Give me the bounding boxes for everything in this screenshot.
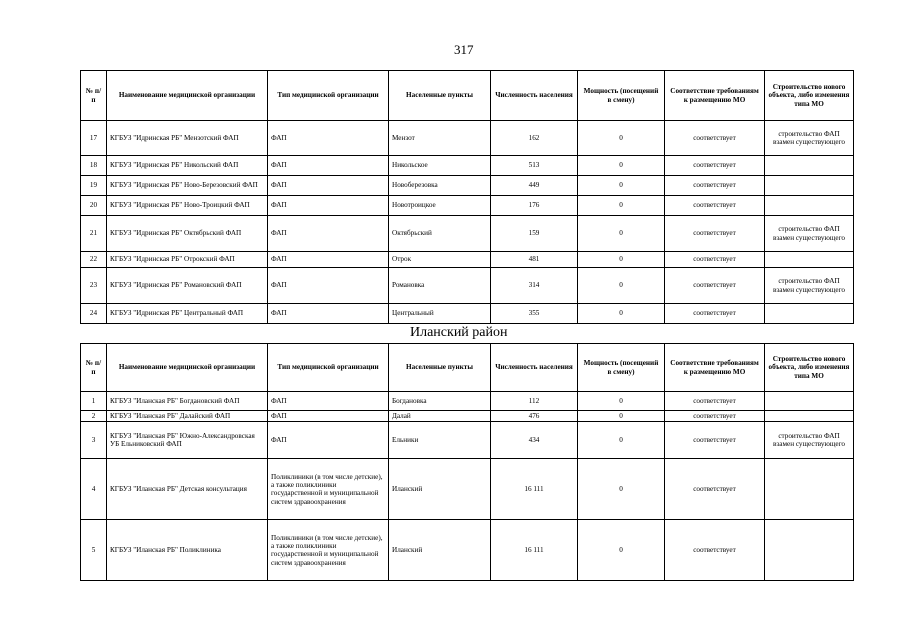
table-row xyxy=(81,268,854,304)
cell-org-name: КГБУЗ "Идринская РБ" Октябрьский ФАП xyxy=(107,216,268,252)
cell-org-type: ФАП xyxy=(268,121,389,156)
cell-construction xyxy=(765,252,854,268)
cell-compliance: соответствует xyxy=(665,459,765,520)
section-title: Иланский район xyxy=(410,325,508,340)
cell-capacity: 0 xyxy=(578,304,665,324)
cell-settlements: Новоберезовка xyxy=(389,176,491,196)
header-population: Численность населения xyxy=(491,344,578,392)
cell-compliance: соответствует xyxy=(665,392,765,411)
cell-compliance: соответствует xyxy=(665,422,765,459)
cell-org-type: ФАП xyxy=(268,422,389,459)
cell-settlements: Центральный xyxy=(389,304,491,324)
table-row xyxy=(81,252,854,268)
cell-row-number: 20 xyxy=(81,196,107,216)
table-row xyxy=(81,216,854,252)
cell-row-number: 21 xyxy=(81,216,107,252)
cell-org-name: КГБУЗ "Иланская РБ" Поликлиника xyxy=(107,520,268,581)
cell-row-number: 2 xyxy=(81,411,107,422)
cell-capacity: 0 xyxy=(578,422,665,459)
cell-org-name: КГБУЗ "Идринская РБ" Отрокский ФАП xyxy=(107,252,268,268)
cell-row-number: 18 xyxy=(81,156,107,176)
table-header-row xyxy=(81,344,854,392)
header-construction: Строительство нового объекта, либо изменения типа МО xyxy=(765,344,854,392)
cell-population: 355 xyxy=(491,304,578,324)
cell-org-name: КГБУЗ "Иланская РБ" Детская консультация xyxy=(107,459,268,520)
header-compliance: Соответствие требованиям к размещению МО xyxy=(665,71,765,121)
header-population: Численность населения xyxy=(491,71,578,121)
cell-settlements: Никольское xyxy=(389,156,491,176)
cell-construction xyxy=(765,520,854,581)
cell-settlements: Октябрьский xyxy=(389,216,491,252)
table-row xyxy=(81,520,854,581)
cell-population: 481 xyxy=(491,252,578,268)
cell-org-name: КГБУЗ "Идринская РБ" Романовский ФАП xyxy=(107,268,268,304)
header-settlements: Населенные пункты xyxy=(389,71,491,121)
cell-settlements: Ельники xyxy=(389,422,491,459)
cell-population: 162 xyxy=(491,121,578,156)
cell-settlements: Романовка xyxy=(389,268,491,304)
cell-capacity: 0 xyxy=(578,156,665,176)
cell-population: 16 111 xyxy=(491,520,578,581)
cell-settlements: Иланский xyxy=(389,459,491,520)
cell-org-name: КГБУЗ "Иланская РБ" Южно-Александровская УБ Ельниковский ФАП xyxy=(107,422,268,459)
cell-org-type: ФАП xyxy=(268,252,389,268)
cell-org-name: КГБУЗ "Иланская РБ" Далайский ФАП xyxy=(107,411,268,422)
table-row xyxy=(81,411,854,422)
cell-construction xyxy=(765,411,854,422)
cell-construction: строительство ФАП взамен существующего xyxy=(765,268,854,304)
cell-org-type: ФАП xyxy=(268,196,389,216)
cell-org-type: ФАП xyxy=(268,156,389,176)
cell-org-name: КГБУЗ "Идринская РБ" Центральный ФАП xyxy=(107,304,268,324)
cell-construction: строительство ФАП взамен существующего xyxy=(765,216,854,252)
cell-row-number: 24 xyxy=(81,304,107,324)
header-compliance: Соответствие требованиям к размещению МО xyxy=(665,344,765,392)
table-row xyxy=(81,422,854,459)
cell-compliance: соответствует xyxy=(665,520,765,581)
cell-capacity: 0 xyxy=(578,196,665,216)
cell-org-name: КГБУЗ "Идринская РБ" Мензотский ФАП xyxy=(107,121,268,156)
header-org-type: Тип медицинской организации xyxy=(268,71,389,121)
cell-settlements: Новотроицкое xyxy=(389,196,491,216)
cell-capacity: 0 xyxy=(578,121,665,156)
header-capacity: Мощность (посещений в смену) xyxy=(578,344,665,392)
cell-row-number: 5 xyxy=(81,520,107,581)
table-row xyxy=(81,459,854,520)
cell-construction xyxy=(765,304,854,324)
table-row xyxy=(81,156,854,176)
cell-capacity: 0 xyxy=(578,392,665,411)
table-row xyxy=(81,392,854,411)
cell-population: 476 xyxy=(491,411,578,422)
cell-construction xyxy=(765,459,854,520)
cell-row-number: 4 xyxy=(81,459,107,520)
cell-capacity: 0 xyxy=(578,459,665,520)
table-header-row xyxy=(81,71,854,121)
cell-org-type: Поликлиники (в том числе детские), а также поликлиники государственной и муниципальной систем здравоохранения xyxy=(268,520,389,581)
cell-org-name: КГБУЗ "Идринская РБ" Ново-Троицкий ФАП xyxy=(107,196,268,216)
cell-row-number: 19 xyxy=(81,176,107,196)
cell-population: 112 xyxy=(491,392,578,411)
cell-population: 314 xyxy=(491,268,578,304)
cell-population: 449 xyxy=(491,176,578,196)
cell-capacity: 0 xyxy=(578,268,665,304)
cell-compliance: соответствует xyxy=(665,216,765,252)
cell-population: 16 111 xyxy=(491,459,578,520)
cell-compliance: соответствует xyxy=(665,156,765,176)
cell-org-type: ФАП xyxy=(268,392,389,411)
cell-capacity: 0 xyxy=(578,252,665,268)
cell-org-name: КГБУЗ "Идринская РБ" Никольский ФАП xyxy=(107,156,268,176)
cell-org-type: ФАП xyxy=(268,411,389,422)
table-row xyxy=(81,121,854,156)
header-org-type: Тип медицинской организации xyxy=(268,344,389,392)
cell-population: 513 xyxy=(491,156,578,176)
header-org-name: Наименование медицинской организации xyxy=(107,344,268,392)
cell-row-number: 3 xyxy=(81,422,107,459)
header-settlements: Населенные пункты xyxy=(389,344,491,392)
cell-org-type: ФАП xyxy=(268,176,389,196)
cell-construction xyxy=(765,196,854,216)
header-row-number: № п/п xyxy=(81,344,107,392)
cell-compliance: соответствует xyxy=(665,176,765,196)
cell-construction xyxy=(765,176,854,196)
cell-row-number: 17 xyxy=(81,121,107,156)
cell-org-type: ФАП xyxy=(268,268,389,304)
cell-capacity: 0 xyxy=(578,411,665,422)
table-row xyxy=(81,176,854,196)
cell-row-number: 1 xyxy=(81,392,107,411)
cell-compliance: соответствует xyxy=(665,121,765,156)
cell-org-name: КГБУЗ "Иланская РБ" Богдановский ФАП xyxy=(107,392,268,411)
cell-population: 159 xyxy=(491,216,578,252)
cell-org-type: Поликлиники (в том числе детские), а также поликлиники государственной и муниципальной систем здравоохранения xyxy=(268,459,389,520)
cell-compliance: соответствует xyxy=(665,411,765,422)
cell-population: 434 xyxy=(491,422,578,459)
cell-compliance: соответствует xyxy=(665,196,765,216)
cell-capacity: 0 xyxy=(578,176,665,196)
cell-row-number: 23 xyxy=(81,268,107,304)
table-row xyxy=(81,196,854,216)
cell-row-number: 22 xyxy=(81,252,107,268)
header-capacity: Мощность (посещений в смену) xyxy=(578,71,665,121)
cell-construction: строительство ФАП взамен существующего xyxy=(765,422,854,459)
page-number: 317 xyxy=(454,42,474,57)
cell-compliance: соответствует xyxy=(665,304,765,324)
cell-settlements: Отрок xyxy=(389,252,491,268)
cell-settlements: Мензот xyxy=(389,121,491,156)
cell-capacity: 0 xyxy=(578,216,665,252)
header-construction: Строительство нового объекта, либо изменения типа МО xyxy=(765,71,854,121)
cell-org-name: КГБУЗ "Идринская РБ" Ново-Березовский ФАП xyxy=(107,176,268,196)
cell-compliance: соответствует xyxy=(665,252,765,268)
cell-settlements: Далай xyxy=(389,411,491,422)
cell-construction: строительство ФАП взамен существующего xyxy=(765,121,854,156)
cell-settlements: Богдановка xyxy=(389,392,491,411)
cell-compliance: соответствует xyxy=(665,268,765,304)
header-org-name: Наименование медицинской организации xyxy=(107,71,268,121)
cell-capacity: 0 xyxy=(578,520,665,581)
cell-construction xyxy=(765,392,854,411)
table-row xyxy=(81,304,854,324)
cell-construction xyxy=(765,156,854,176)
facilities-table-idrinsky xyxy=(80,70,854,324)
cell-org-type: ФАП xyxy=(268,216,389,252)
header-row-number: № п/п xyxy=(81,71,107,121)
cell-settlements: Иланский xyxy=(389,520,491,581)
cell-population: 176 xyxy=(491,196,578,216)
facilities-table-ilansky xyxy=(80,343,854,581)
cell-org-type: ФАП xyxy=(268,304,389,324)
